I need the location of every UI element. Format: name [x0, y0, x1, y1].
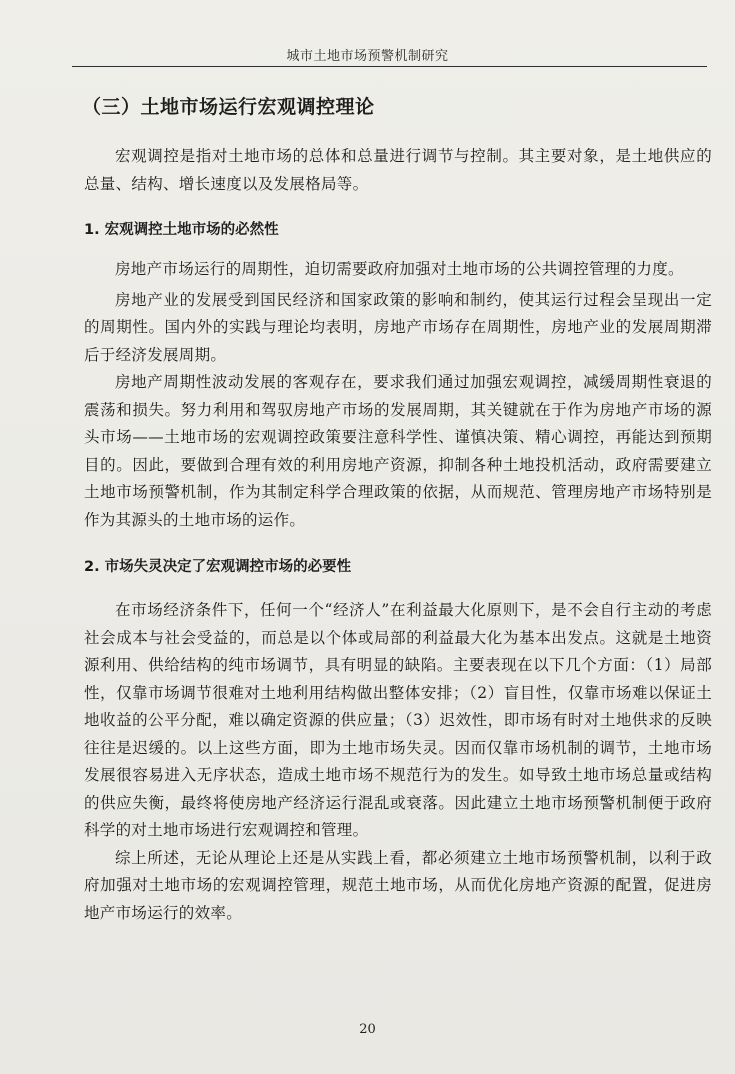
- subsection-heading-2: 2. 市场失灵决定了宏观调控市场的必要性: [84, 559, 352, 575]
- body-paragraph: 在市场经济条件下，任何一个“经济人”在利益最大化原则下，是不会自行主动的考虑社会成本与社会受益的，而总是以个体或局部的利益最大化为基本出发点。这就是土地资源利用、供给结构的纯市场调节，具有明显的缺陷。主要表现在以下几个方面：（1）局部性，仅靠市场调节很难对土地利用结构做出整体安排；（2）盲目性，仅靠市场难以保证土地收益的公平分配，难以确定资源的供应量；（3）迟效性，即市场有时对土地供求的反映往往是迟缓的。以上这些方面，即为土地市场失灵。因而仅靠市场机制的调节，土地市场发展很容易进入无序状态，造成土地市场不规范行为的发生。如导致土地市场总量或结构的供应失衡，最终将使房地产经济运行混乱或衰落。因此建立土地市场预警机制便于政府科学的对土地市场进行宏观调控和管理。: [84, 601, 712, 839]
- body-paragraph: 房地产业的发展受到国民经济和国家政策的影响和制约，使其运行过程会呈现出一定的周期性。国内外的实践与理论均表明，房地产市场存在周期性，房地产业的发展周期滞后于经济发展周期。: [84, 290, 712, 364]
- header-rule: [72, 66, 707, 67]
- section-title: （三）土地市场运行宏观调控理论: [82, 96, 375, 118]
- page-number: 20: [359, 1022, 376, 1037]
- subsection-heading-1: 1. 宏观调控土地市场的必然性: [84, 222, 279, 238]
- body-paragraph: 综上所述，无论从理论上还是从实践上看，都必须建立土地市场预警机制，以利于政府加强对土地市场的宏观调控管理，规范土地市场，从而优化房地产资源的配置，促进房地产市场运行的效率。: [84, 848, 712, 922]
- section-intro-paragraph: 宏观调控是指对土地市场的总体和总量进行调节与控制。其主要对象，是土地供应的总量、结构、增长速度以及发展格局等。: [84, 147, 712, 193]
- body-paragraph: 房地产周期性波动发展的客观存在，要求我们通过加强宏观调控，减缓周期性衰退的震荡和损失。努力利用和驾驭房地产市场的发展周期，其关键就在于作为房地产市场的源头市场——土地市场的宏观调控政策要注意科学性、谨慎决策、精心调控，再能达到预期目的。因此，要做到合理有效的利用房地产资源，抑制各种土地投机活动，政府需要建立土地市场预警机制，作为其制定科学合理政策的依据，从而规范、管理房地产市场特别是作为其源头的土地市场的运作。: [84, 373, 712, 529]
- body-paragraph: 房地产市场运行的周期性，迫切需要政府加强对土地市场的公共调控管理的力度。: [115, 260, 684, 278]
- page-body: [84, 84, 712, 927]
- running-header: 城市土地市场预警机制研究: [286, 49, 449, 64]
